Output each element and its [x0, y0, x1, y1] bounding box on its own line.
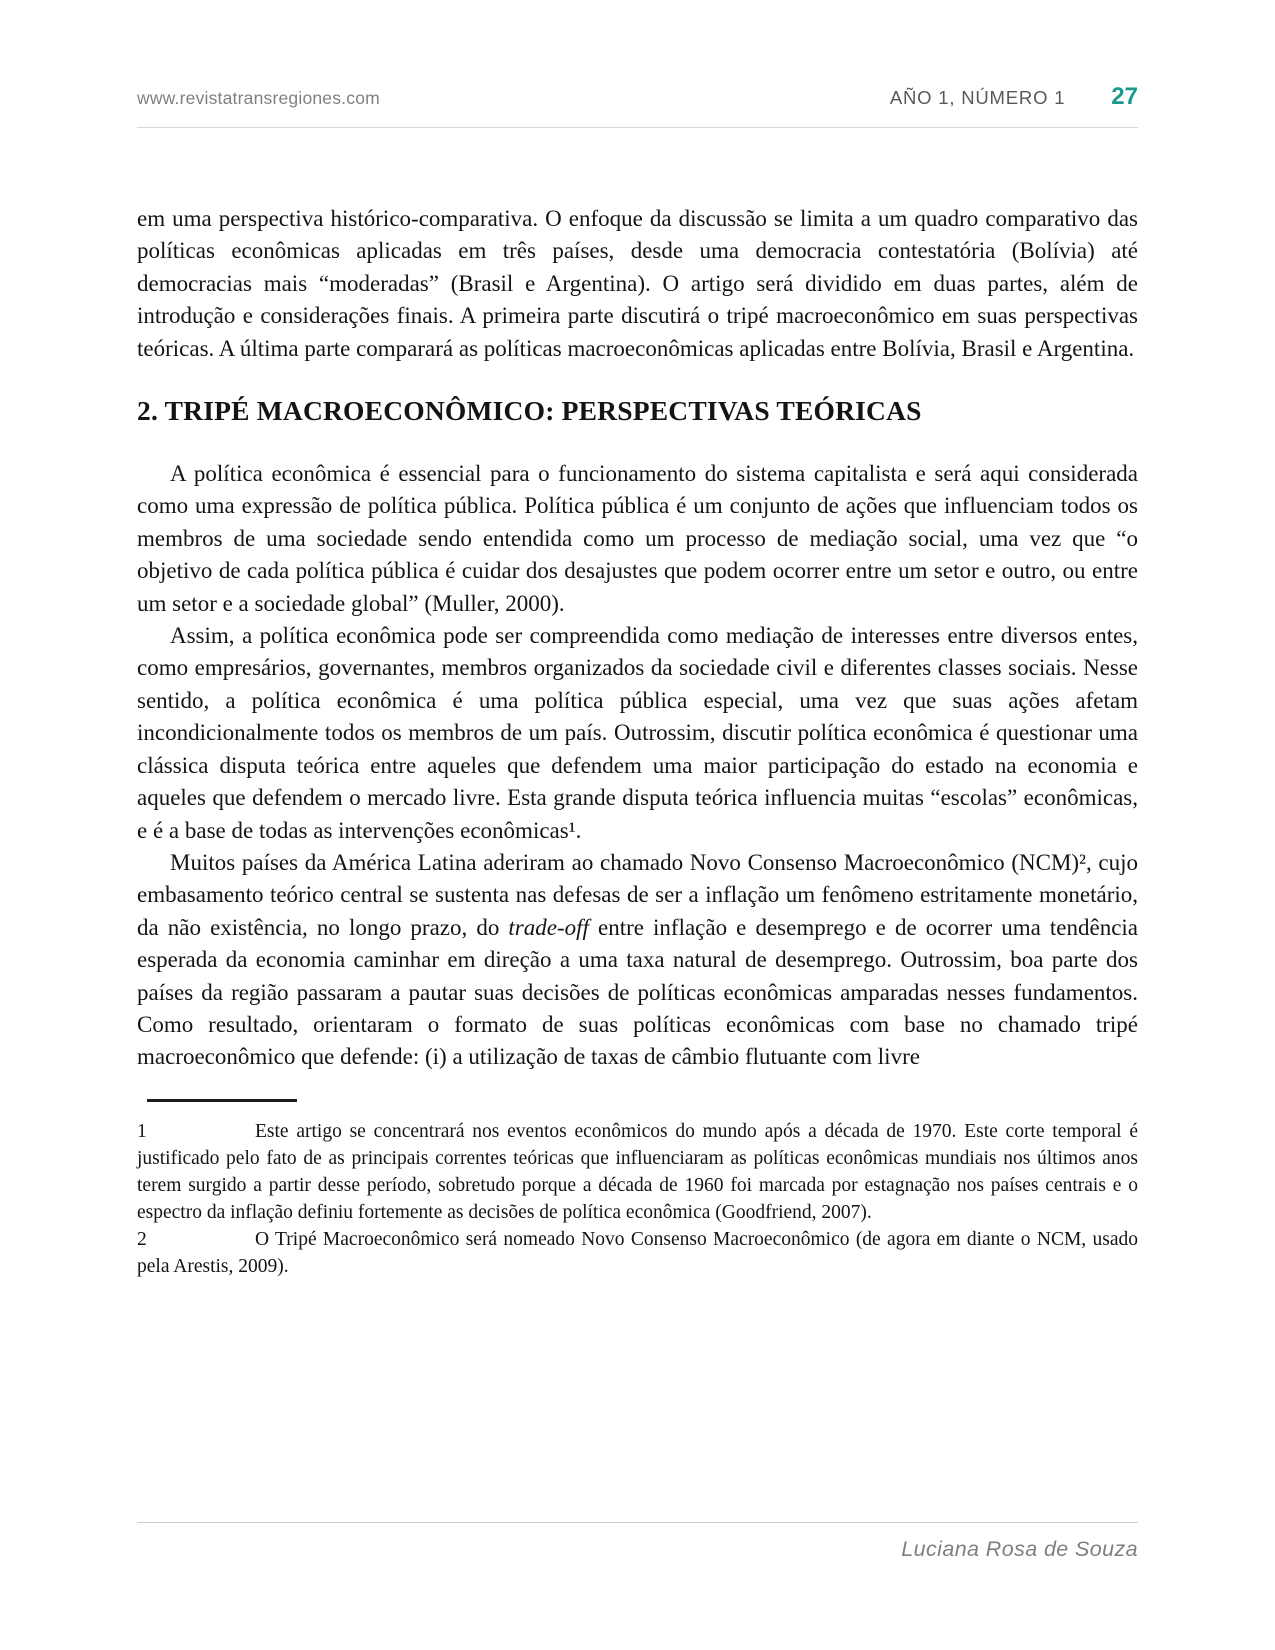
- footnote-separator: [147, 1099, 297, 1102]
- page-number: 27: [1111, 83, 1138, 110]
- paragraph-ncm: [137, 847, 1138, 1074]
- footnote-item: [137, 1118, 1138, 1226]
- paragraph-ncm-segment: entre inflação e desemprego e de ocorrer uma tendência esperada da economia caminhar em direção a uma taxa natural de desemprego. Outrossim, boa parte dos países da região passaram a pautar suas decisões de políticas econômicas amparadas nesses fundamentos. Como resultado, orientaram o formato de suas políticas econômicas com base no chamado tripé macroeconômico que defende: (i) a utilização de taxas de câmbio flutuante com livre: [137, 914, 1139, 1070]
- header-right-group: [890, 83, 1138, 111]
- section-heading: 2. TRIPÉ MACROECONÔMICO: PERSPECTIVAS TEÓRICAS: [137, 395, 922, 427]
- footnote-text: Este artigo se concentrará nos eventos econômicos do mundo após a década de 1970. Este corte temporal é justificado pelo fato de as principais correntes teóricas que influenciaram as políticas econômicas mundiais nos últimos anos terem surgido a partir desse período, sobretudo porque a década de 1960 foi marcada por estagnação nos países centrais e o espectro da inflação definiu fortemente as decisões de política econômica (Goodfriend, 2007).: [137, 1120, 1138, 1223]
- page-header: [137, 83, 1138, 111]
- header-divider: [137, 127, 1138, 128]
- footnote-number: 1: [137, 1120, 147, 1142]
- author-name: Luciana Rosa de Souza: [901, 1537, 1138, 1561]
- paragraph-ncm-italic-term: trade-off: [508, 914, 589, 940]
- footnote-number: 2: [137, 1228, 147, 1250]
- article-body: [137, 203, 1138, 1280]
- paragraph-ncm-segment: Muitos países da América Latina aderiram ao chamado Novo Consenso Macroeconômico (NCM)², cujo embasamento teórico central se sustenta nas defesas de ser a inflação um fenômeno estritamente monetário, da não existência, no longo prazo, do: [137, 849, 1138, 940]
- footer-divider: [137, 1522, 1138, 1523]
- footnotes-block: [137, 1118, 1138, 1280]
- paragraph-economic-policy: A política econômica é essencial para o funcionamento do sistema capitalista e será aqui considerada como uma expressão de política pública. Política pública é um conjunto de ações que influenciam todos os membros de uma sociedade sendo entendida como um processo de mediação social, uma vez que “o objetivo de cada política pública é cuidar dos desajustes que podem ocorrer entre um setor e outro, ou entre um setor e a sociedade global” (Muller, 2000).: [137, 461, 1138, 616]
- issue-label: AÑO 1, NÚMERO 1: [889, 87, 1066, 108]
- journal-url: www.revistatransregiones.com: [137, 88, 380, 108]
- continuation-paragraph: em uma perspectiva histórico-comparativa. O enfoque da discussão se limita a um quadro comparativo das políticas econômicas aplicadas em três países, desde uma democracia contestatória (Bolívia) até democracias mais “moderadas” (Brasil e Argentina). O artigo será dividido em duas partes, além de introdução e considerações finais. A primeira parte discutirá o tripé macroeconômico em suas perspectivas teóricas. A última parte comparará as políticas macroeconômicas aplicadas entre Bolívia, Brasil e Argentina.: [137, 206, 1138, 361]
- paragraph-mediation: Assim, a política econômica pode ser compreendida como mediação de interesses entre diversos entes, como empresários, governantes, membros organizados da sociedade civil e diferentes classes sociais. Nesse sentido, a política econômica é uma política pública especial, uma vez que suas ações afetam incondicionalmente todos os membros de um país. Outrossim, discutir política econômica é questionar uma clássica disputa teórica entre aqueles que defendem uma maior participação do estado na economia e aqueles que defendem o mercado livre. Esta grande disputa teórica influencia muitas “escolas” econômicas, e é a base de todas as intervenções econômicas¹.: [137, 623, 1138, 843]
- footnote-text: O Tripé Macroeconômico será nomeado Novo Consenso Macroeconômico (de agora em diante o NCM, usado pela Arestis, 2009).: [137, 1228, 1138, 1277]
- footnote-item: [137, 1226, 1138, 1280]
